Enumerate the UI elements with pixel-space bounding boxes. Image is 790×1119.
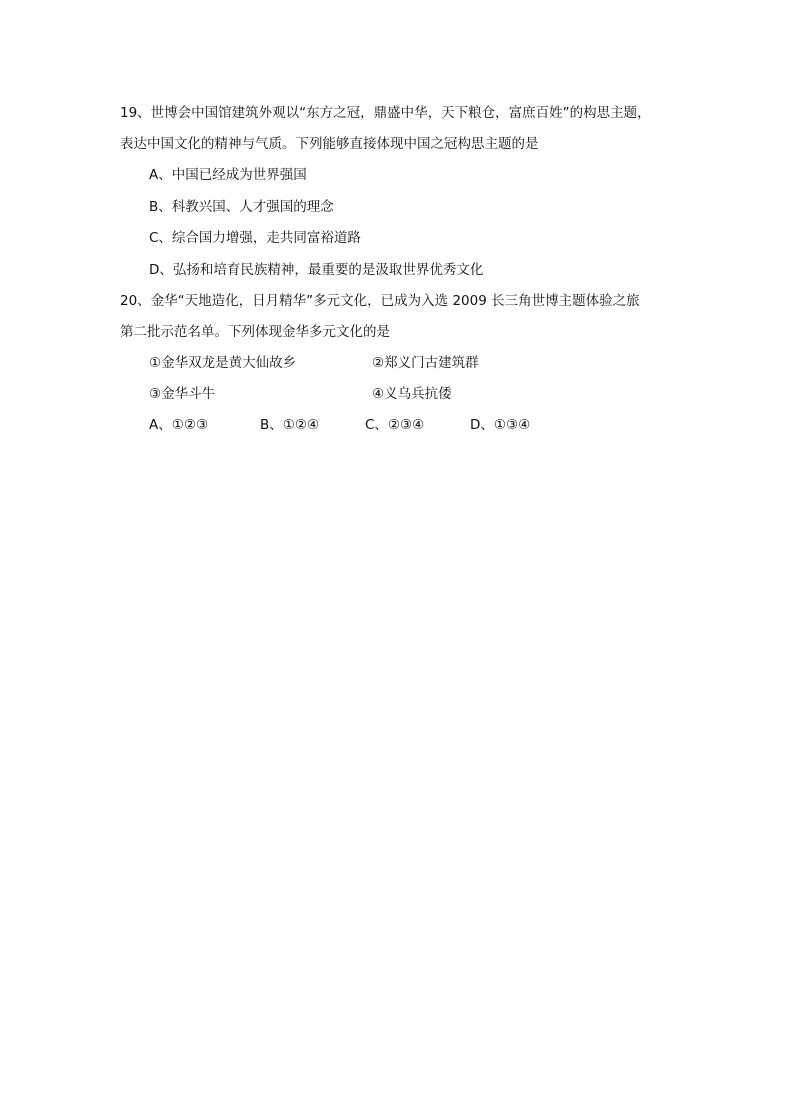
question-19-option-b: B、科教兴国、人才强国的理念 <box>149 199 334 215</box>
question-19-option-c: C、综合国力增强，走共同富裕道路 <box>149 230 361 246</box>
question-20-answer-a: A、①②③ <box>149 417 209 433</box>
question-20-stem-line-1: 20、金华“天地造化，日月精华”多元文化，已成为入选 2009 长三角世博主题体验之旅 <box>120 293 640 309</box>
question-19-option-d: D、弘扬和培育民族精神，最重要的是汲取世界优秀文化 <box>149 262 484 278</box>
question-20-answer-b: B、①②④ <box>260 417 320 433</box>
question-19-option-a: A、中国已经成为世界强国 <box>149 167 307 183</box>
question-20-answer-d: D、①③④ <box>470 417 531 433</box>
question-20-item-1: ①金华双龙是黄大仙故乡 <box>149 355 297 371</box>
question-20-item-4: ④义乌兵抗倭 <box>372 386 452 402</box>
question-19-stem-line-2: 表达中国文化的精神与气质。下列能够直接体现中国之冠构思主题的是 <box>120 136 539 152</box>
question-20-stem-line-2: 第二批示范名单。下列体现金华多元文化的是 <box>120 324 390 340</box>
question-19-stem-line-1: 19、世博会中国馆建筑外观以“东方之冠，鼎盛中华，天下粮仓，富庶百姓”的构思主题， <box>120 105 651 121</box>
question-20-item-3: ③金华斗牛 <box>149 386 216 402</box>
question-20-item-2: ②郑义门古建筑群 <box>372 355 479 371</box>
question-20-answer-c: C、②③④ <box>365 417 425 433</box>
